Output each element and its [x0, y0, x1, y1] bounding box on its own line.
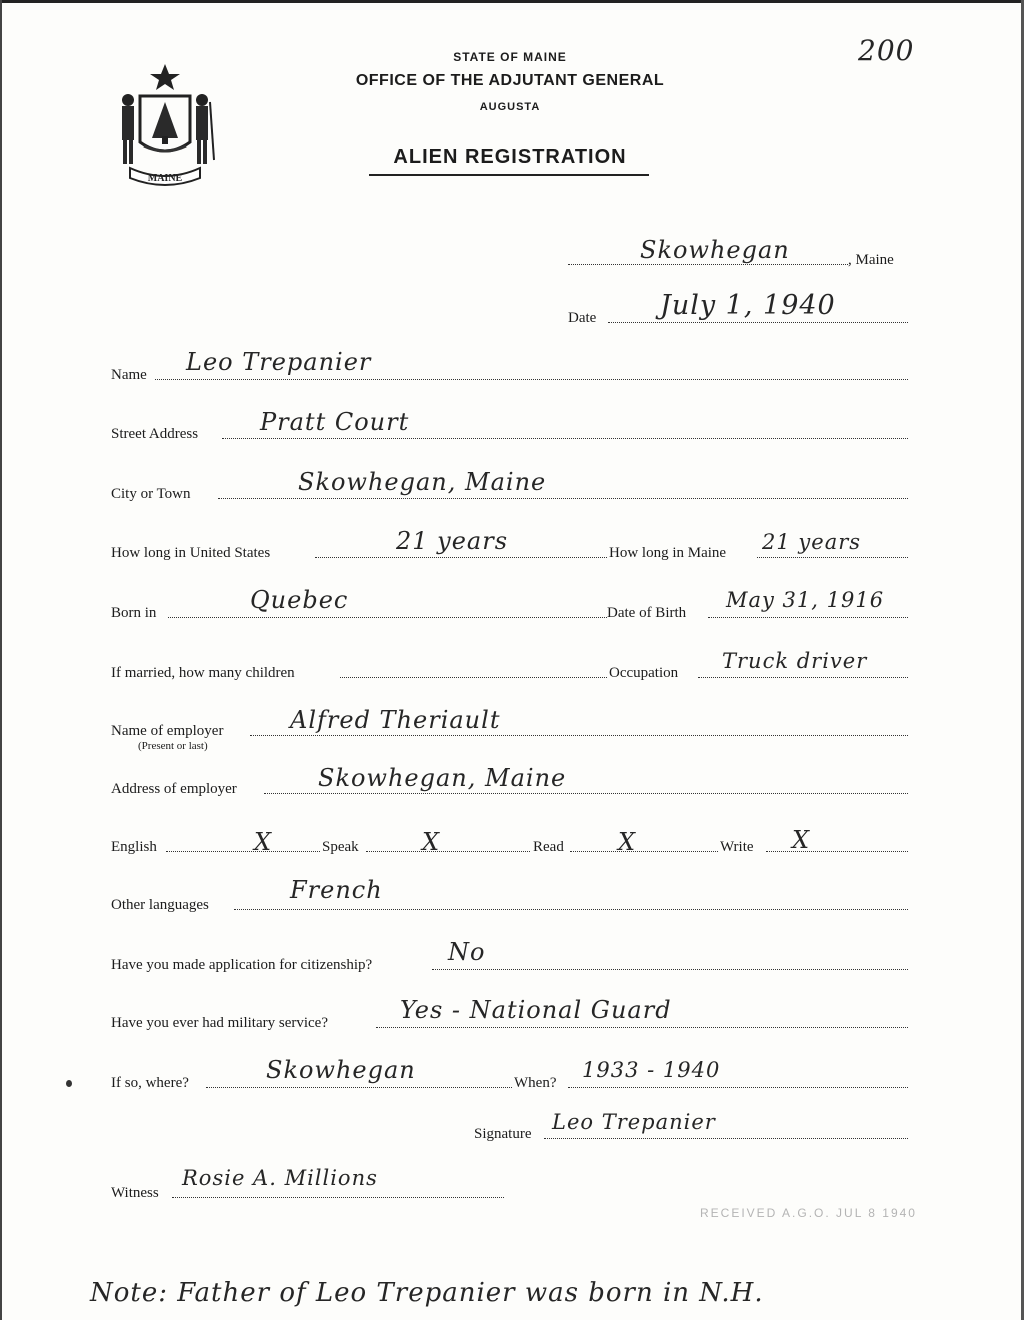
when-label: When? — [514, 1075, 557, 1091]
speak-line — [366, 851, 530, 852]
signature-line — [544, 1138, 908, 1139]
employer-address-value: Skowhegan, Maine — [318, 764, 567, 792]
occupation-value: Truck driver — [722, 649, 868, 673]
handwritten-note: Note: Father of Leo Trepanier was born in N.H. — [90, 1278, 764, 1308]
witness-value: Rosie A. Millions — [182, 1166, 378, 1190]
other-languages-line — [234, 909, 908, 910]
when-value: 1933 - 1940 — [582, 1058, 721, 1082]
occupation-line — [698, 677, 908, 678]
children-label: If married, how many children — [111, 665, 295, 681]
write-line — [766, 851, 908, 852]
born-value: Quebec — [250, 586, 349, 614]
where-label: If so, where? — [111, 1075, 189, 1091]
occupation-label: Occupation — [609, 665, 679, 681]
town-line — [568, 264, 848, 265]
read-value: X — [618, 828, 637, 856]
maine-label: How long in Maine — [609, 545, 727, 561]
us-value: 21 years — [396, 527, 509, 555]
state-seal-icon — [110, 60, 220, 190]
english-line — [166, 851, 320, 852]
citizenship-value: No — [448, 938, 486, 966]
date-label: Date — [568, 310, 597, 326]
children-line — [340, 677, 607, 678]
city-label: City or Town — [111, 486, 191, 502]
other-languages-label: Other languages — [111, 897, 209, 913]
employer-value: Alfred Theriault — [290, 706, 501, 734]
when-line — [568, 1087, 908, 1088]
read-label: Read — [533, 839, 564, 855]
employer-line — [250, 735, 908, 736]
employer-address-line — [264, 793, 908, 794]
born-label: Born in — [111, 605, 157, 621]
us-label: How long in United States — [111, 545, 271, 561]
seal-text: MAINE — [147, 173, 183, 184]
where-line — [206, 1087, 512, 1088]
title-underline — [369, 174, 649, 176]
maine-value: 21 years — [762, 530, 862, 554]
employer-label: Name of employer — [111, 723, 224, 739]
military-label: Have you ever had military service? — [111, 1015, 328, 1031]
write-label: Write — [720, 839, 754, 855]
date-value: July 1, 1940 — [660, 290, 836, 321]
corner-number: 200 — [858, 34, 915, 67]
other-languages-value: French — [290, 876, 383, 904]
citizenship-label: Have you made application for citizenship? — [111, 957, 373, 973]
name-line — [155, 379, 908, 380]
form-title: ALIEN REGISTRATION — [393, 146, 627, 168]
witness-line — [172, 1197, 504, 1198]
city-line — [218, 498, 908, 499]
street-line — [222, 438, 908, 439]
citizenship-line — [432, 969, 908, 970]
header-city: AUGUSTA — [479, 101, 541, 113]
margin-mark — [66, 1080, 72, 1087]
dob-line — [708, 617, 908, 618]
street-label: Street Address — [111, 426, 199, 442]
scan-edge-top — [0, 0, 1024, 3]
maine-line — [757, 557, 908, 558]
employer-sublabel: (Present or last) — [138, 740, 208, 752]
speak-label: Speak — [322, 839, 359, 855]
dob-value: May 31, 1916 — [726, 588, 885, 612]
scan-edge-left — [0, 0, 2, 1320]
street-value: Pratt Court — [260, 408, 410, 436]
speak-value: X — [422, 828, 441, 856]
date-line — [608, 322, 908, 323]
name-value: Leo Trepanier — [186, 348, 372, 376]
signature-label: Signature — [474, 1126, 532, 1142]
name-label: Name — [111, 367, 147, 383]
received-stamp: RECEIVED A.G.O. JUL 8 1940 — [700, 1206, 917, 1220]
dob-label: Date of Birth — [607, 605, 687, 621]
where-value: Skowhegan — [266, 1056, 416, 1084]
employer-address-label: Address of employer — [111, 781, 237, 797]
city-value: Skowhegan, Maine — [298, 468, 547, 496]
signature-value: Leo Trepanier — [552, 1110, 716, 1134]
write-value: X — [792, 826, 811, 854]
military-line — [376, 1027, 908, 1028]
header-state: STATE OF MAINE — [453, 50, 567, 64]
witness-label: Witness — [111, 1185, 159, 1201]
town-suffix: , Maine — [848, 252, 894, 268]
header-office: OFFICE OF THE ADJUTANT GENERAL — [355, 72, 665, 89]
military-value: Yes - National Guard — [400, 996, 672, 1024]
us-line — [315, 557, 607, 558]
read-line — [570, 851, 718, 852]
born-line — [168, 617, 607, 618]
english-label: English — [111, 839, 157, 855]
town-value: Skowhegan — [640, 236, 790, 264]
english-value: X — [254, 828, 273, 856]
